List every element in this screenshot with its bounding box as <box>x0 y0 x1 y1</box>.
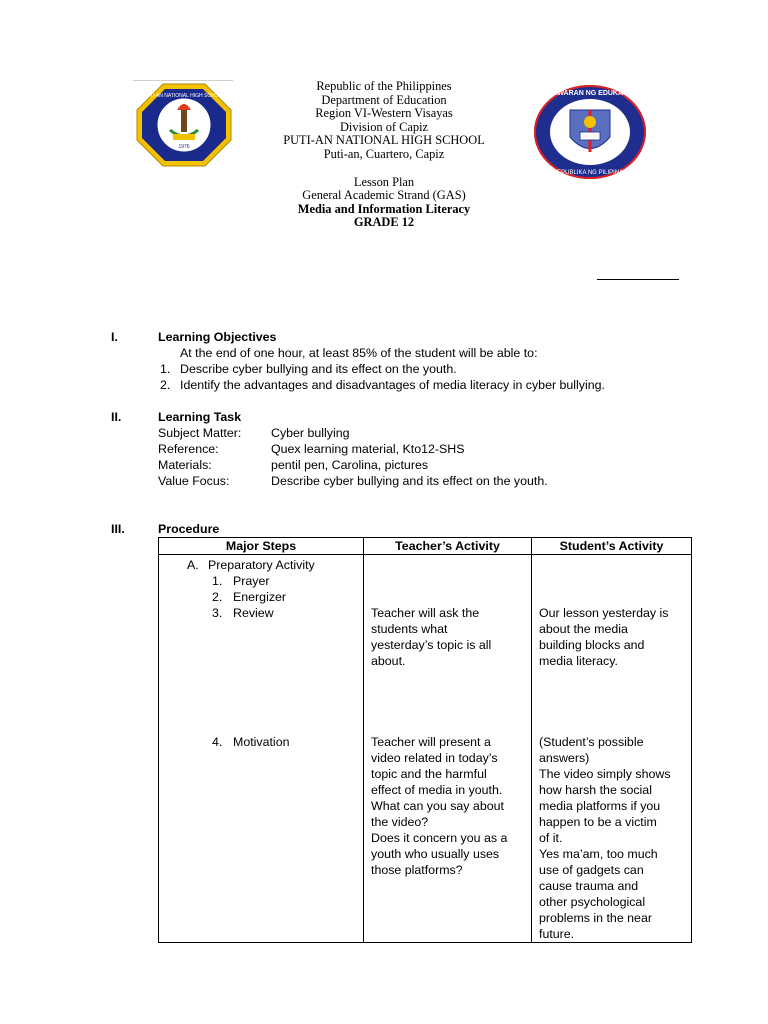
student-motivation-line: answers) <box>539 751 590 765</box>
student-motivation-line: media platforms if you <box>539 799 661 813</box>
deped-bottom-text: REPUBLIKA NG PILIPINAS <box>552 170 628 176</box>
step-prayer: Prayer <box>233 574 270 588</box>
deped-top-text: KAGAWARAN NG EDUKASYON <box>537 90 643 97</box>
step-motivation: Motivation <box>233 735 290 749</box>
student-motivation-line: future. <box>539 927 575 941</box>
objective-number: 1. <box>160 362 171 376</box>
step-energizer: Energizer <box>233 590 287 604</box>
step-review: Review <box>233 606 274 620</box>
objective-item: Describe cyber bullying and its effect on the youth. <box>180 362 457 376</box>
teacher-motivation-line: the video? <box>371 815 429 829</box>
task-label: Value Focus: <box>158 474 230 488</box>
student-review-line: media literacy. <box>539 654 618 668</box>
table-row <box>159 555 692 943</box>
teacher-motivation-line: youth who usually uses <box>371 847 500 861</box>
section-number: III. <box>111 522 125 536</box>
step-number: 2. <box>212 590 223 604</box>
teacher-motivation-line: Teacher will present a <box>371 735 491 749</box>
teacher-motivation-line: effect of media in youth. <box>371 783 503 797</box>
student-motivation-line: problems in the near <box>539 911 652 925</box>
major-steps-cell <box>159 555 364 943</box>
student-review-line: Our lesson yesterday is <box>539 606 669 620</box>
task-label: Subject Matter: <box>158 426 242 440</box>
step-letter: A. <box>187 558 199 572</box>
teacher-review-line: Teacher will ask the <box>371 606 480 620</box>
date-signature-line <box>597 279 679 280</box>
teacher-activity-cell <box>364 555 532 943</box>
header-major-steps: Major Steps <box>159 538 364 555</box>
section-number: II. <box>111 410 122 424</box>
teacher-review-line: students what <box>371 622 448 636</box>
task-value: Quex learning material, Kto12-SHS <box>271 442 465 456</box>
section-title: Procedure <box>158 522 220 536</box>
teacher-motivation-line: video related in today’s <box>371 751 498 765</box>
table-header-row <box>159 538 692 555</box>
teacher-motivation-line: Does it concern you as a <box>371 831 508 845</box>
teacher-motivation-line: What can you say about <box>371 799 504 813</box>
section-title: Learning Task <box>158 410 242 424</box>
step-number: 3. <box>212 606 223 620</box>
teacher-review-line: yesterday’s topic is all <box>371 638 492 652</box>
section-title: Learning Objectives <box>158 330 277 344</box>
student-motivation-line: happen to be a victim <box>539 815 657 829</box>
step-number: 1. <box>212 574 223 588</box>
task-label: Materials: <box>158 458 212 472</box>
task-label: Reference: <box>158 442 219 456</box>
student-motivation-line: use of gadgets can <box>539 863 644 877</box>
student-motivation-line: of it. <box>539 831 563 845</box>
student-review-line: building blocks and <box>539 638 645 652</box>
document-header <box>0 80 768 230</box>
header-division: Division of Capiz <box>339 119 429 134</box>
procedure-table <box>158 537 692 943</box>
header-republic: Republic of the Philippines <box>316 79 452 93</box>
teacher-review-line: about. <box>371 654 406 668</box>
header-region: Region VI-Western Visayas <box>315 106 453 121</box>
objective-item: Identify the advantages and disadvantages of media literacy in cyber bullying. <box>180 378 605 392</box>
objectives-intro: At the end of one hour, at least 85% of the student will be able to: <box>180 346 538 360</box>
task-value: Cyber bullying <box>271 426 350 440</box>
teacher-motivation-line: those platforms? <box>371 863 463 877</box>
teacher-motivation-line: topic and the harmful <box>371 767 487 781</box>
step-preparatory-activity: Preparatory Activity <box>208 558 315 572</box>
student-review-line: about the media <box>539 622 628 636</box>
objective-number: 2. <box>160 378 171 392</box>
student-motivation-line: other psychological <box>539 895 646 909</box>
seal-school-text: PUTI-AN NATIONAL HIGH SCHOOL <box>142 93 226 99</box>
student-motivation-line: Yes ma’am, too much <box>539 847 658 861</box>
task-value: pentil pen, Carolina, pictures <box>271 458 429 472</box>
seal-year-text: 1976 <box>178 144 190 150</box>
header-strand: General Academic Strand (GAS) <box>302 188 466 203</box>
header-lesson-plan: Lesson Plan <box>353 174 415 189</box>
header-teachers-activity: Teacher’s Activity <box>364 538 532 555</box>
header-grade: GRADE 12 <box>353 215 415 230</box>
student-motivation-line: how harsh the social <box>539 783 652 797</box>
section-procedure <box>111 521 711 537</box>
header-students-activity: Student’s Activity <box>532 538 692 555</box>
student-motivation-line: (Student’s possible <box>539 735 644 749</box>
header-school-name: PUTI-AN NATIONAL HIGH SCHOOL <box>283 133 485 148</box>
header-subject: Media and Information Literacy <box>297 201 471 216</box>
section-number: I. <box>111 330 118 344</box>
step-number: 4. <box>212 735 223 749</box>
header-school-address: Puti-an, Cuartero, Capiz <box>323 146 445 161</box>
task-value: Describe cyber bullying and its effect on the youth. <box>271 474 548 488</box>
header-department: Department of Education <box>321 92 447 107</box>
student-motivation-line: The video simply shows <box>539 767 671 781</box>
student-activity-cell <box>532 555 692 943</box>
student-motivation-line: cause trauma and <box>539 879 639 893</box>
